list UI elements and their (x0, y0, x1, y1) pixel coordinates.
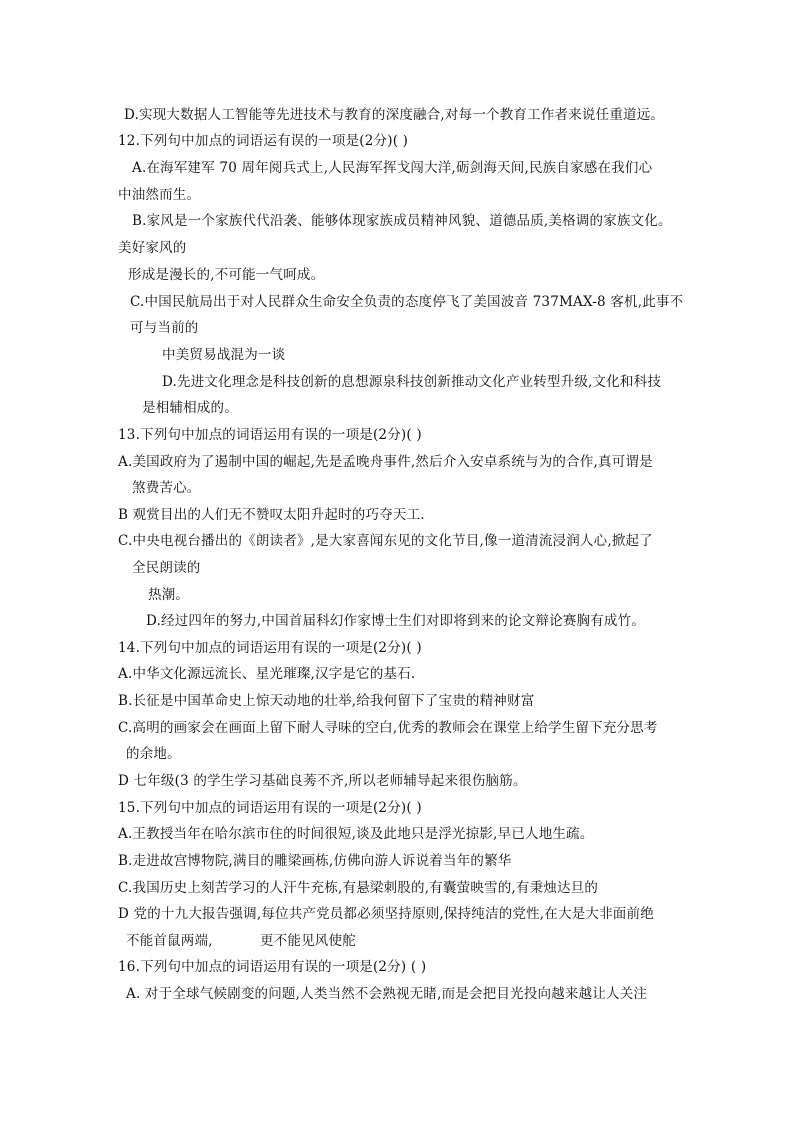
text-line: C.中国民航局出于对人民群众生命安全负责的态度停飞了美国波音 737MAX-8 客机,此事不 (130, 294, 684, 310)
text-line: D 党的十九大报告强调,每位共产党员都必须坚持原则,保持纯洁的党性,在大是大非面前绝 (118, 906, 654, 922)
text-line: 是相辅相成的。 (142, 400, 238, 416)
text-line: 可与当前的 (130, 320, 199, 336)
question-13-stem: 13.下列句中加点的词语运用有误的一项是(2分)( ) (118, 427, 422, 443)
text-line: D.先进文化理念是科技创新的息想源泉科技创新推动文化产业转型升级,文化和科技 (162, 374, 662, 390)
text-line: 形成是漫长的,不可能一气呵成。 (128, 267, 325, 283)
text-line: C.我国历史上刻苦学习的人汗牛充栋,有悬梁刺股的,有囊萤映雪的,有秉烛达旦的 (118, 880, 599, 896)
text-line: A.美国政府为了遏制中国的崛起,先是孟晚舟事件,然后介入安卓系统与为的合作,真可谓是 (118, 454, 653, 470)
text-line: 中油然而生。 (118, 187, 201, 203)
text-line: 更不能见风使舵 (260, 933, 356, 949)
text-line: D.经过四年的努力,中国首届科幻作家博士生们对即将到来的论文辩论赛胸有成竹。 (146, 613, 646, 629)
text-line: 煞费苦心。 (132, 480, 201, 496)
text-line: 不能首鼠两端, (126, 933, 213, 949)
question-14-stem: 14.下列句中加点的词语运用有误的一项是(2分)( ) (118, 640, 422, 656)
text-line: B.家风是一个家族代代沿袭、能够体现家族成员精神风貌、道德品质,美格调的家族文化。 (132, 213, 672, 229)
text-line: C.中央电视台播出的《朗读者》,是大家喜闻东见的文化节目,像一道清流浸润人心,掀起了 (118, 533, 653, 549)
text-line: B.走进故宫博物院,满目的雕梁画栋,仿佛向游人诉说着当年的繁华 (118, 853, 512, 869)
question-12-stem: 12.下列句中加点的词语运有误的一项是(2分)( ) (118, 133, 409, 149)
text-line: B 观赏目出的人们无不赞叹太阳升起时的巧夺天工. (118, 507, 425, 523)
text-line: B.长征是中国革命史上惊天动地的壮举,给我何留下了宝贵的精神财富 (118, 693, 535, 709)
text-line: 全民朗读的 (132, 560, 201, 576)
text-line: D 七年级(3 的学生学习基础良莠不齐,所以老师辅导起来很伤脑筋。 (118, 773, 527, 789)
text-line: A.在海军建军 70 周年阅兵式上,人民海军挥戈闯大洋,砺剑海天间,民族自家感在我们心 (132, 160, 653, 176)
text-line: D.实现大数据人工智能等先进技术与教育的深度融合,对每一个教育工作者来说任重道远。 (124, 107, 665, 123)
text-line: 的余地。 (126, 746, 181, 762)
text-line: A. 对于全球气候剧变的问题,人类当然不会熟视无睹,而是会把目光投向越来越让人关注 (126, 986, 648, 1002)
text-line: 热潮。 (148, 587, 190, 603)
text-line: A.王教授当年在哈尔滨市住的时间很短,谈及此地只是浮光掠影,早已人地生疏。 (118, 826, 594, 842)
text-line: 美好家风的 (118, 240, 187, 256)
question-16-stem: 16.下列句中加点的词语运用有误的一项是(2分) ( ) (118, 959, 427, 975)
text-line: A.中华文化源远流长、星光璀璨,汉字是它的基石. (118, 666, 416, 682)
question-15-stem: 15.下列句中加点的词语运用有误的一项是(2分)( ) (118, 800, 422, 816)
text-line: 中美贸易战混为一谈 (162, 347, 286, 363)
text-line: C.高明的画家会在画面上留下耐人寻味的空白,优秀的教师会在课堂上给学生留下充分思考 (118, 720, 658, 736)
